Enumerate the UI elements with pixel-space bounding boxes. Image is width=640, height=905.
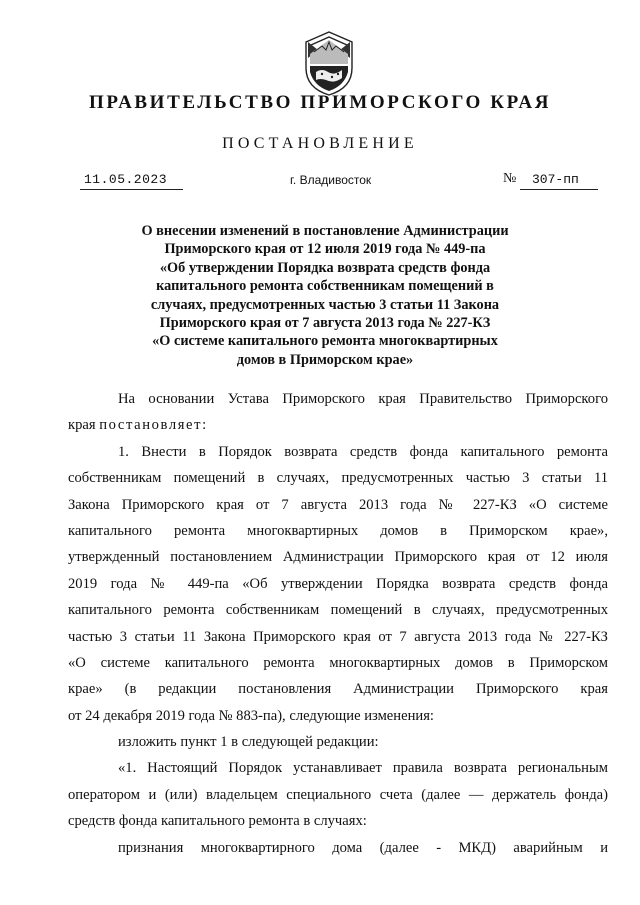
heading-line: «О системе капитального ремонта многоквартирных: [152, 333, 498, 350]
document-number: 307-пп: [532, 172, 579, 187]
body-line: изложить пункт 1 в следующей редакции:: [118, 734, 379, 751]
document-body: [68, 386, 608, 861]
document-type: ПОСТАНОВЛЕНИЕ: [222, 135, 418, 152]
body-line-resolves: [68, 412, 608, 438]
body-line: утвержденный постановлением Администрации Приморского края от 12 июля: [68, 549, 608, 566]
document-city: г. Владивосток: [290, 173, 372, 187]
number-underline: [520, 189, 598, 190]
date-underline: [80, 189, 183, 190]
body-line: «1. Настоящий Порядок устанавливает правила возврата региональным: [118, 760, 608, 777]
heading-line: «Об утверждении Порядка возврата средств фонда: [159, 259, 491, 276]
number-sign: №: [503, 171, 517, 186]
body-line: края: [68, 417, 96, 434]
heading-line: капитального ремонта собственникам помещений в: [156, 278, 494, 295]
body-line: «О системе капитального ремонта многоквартирных домов в Приморском: [68, 654, 608, 671]
heading-line: Приморского края от 12 июля 2019 года № 449-па: [164, 241, 486, 258]
body-line: капитального ремонта многоквартирных домов в Приморском крае»,: [68, 522, 608, 539]
document-date: 11.05.2023: [84, 172, 168, 187]
heading-line: случаях, предусмотренных частью 3 статьи 11 Закона: [150, 296, 500, 313]
body-line: частью 3 статьи 11 Закона Приморского края от 7 августа 2013 года № 227-КЗ: [68, 628, 608, 645]
government-title: ПРАВИТЕЛЬСТВО ПРИМОРСКОГО КРАЯ: [88, 92, 552, 113]
heading-line: О внесении изменений в постановление Администрации: [141, 223, 509, 239]
coat-of-arms-emblem: [298, 28, 360, 98]
body-line: На основании Устава Приморского края Правительство Приморского: [118, 391, 608, 407]
body-line: собственникам помещений в случаях, предусмотренных частью 3 статьи 11: [68, 470, 608, 487]
body-line: средств фонда капитального ремонта в случаях:: [68, 813, 367, 830]
body-line: 1. Внести в Порядок возврата средств фонда капитального ремонта: [118, 443, 608, 460]
body-line: капитального ремонта собственникам помещений в случаях, предусмотренных: [68, 602, 608, 619]
heading-line: домов в Приморском крае»: [236, 351, 414, 368]
body-line-spaced: постановляет:: [99, 417, 208, 434]
heading-line: Приморского края от 7 августа 2013 года № 227-КЗ: [159, 315, 491, 332]
body-line: крае» (в редакции постановления Администрации Приморского края: [68, 681, 608, 698]
body-line: признания многоквартирного дома (далее - МКД) аварийным и: [118, 839, 608, 856]
body-line: 2019 года № 449-па «Об утверждении Порядка возврата средств фонда: [68, 575, 608, 592]
body-line: Закона Приморского края от 7 августа 2013 года № 227-КЗ «О системе: [68, 496, 608, 513]
body-line: оператором и (или) владельцем специального счета (далее — держатель фонда): [68, 786, 608, 803]
body-line: от 24 декабря 2019 года № 883-па), следующие изменения:: [68, 707, 434, 724]
document-heading: [110, 222, 540, 369]
